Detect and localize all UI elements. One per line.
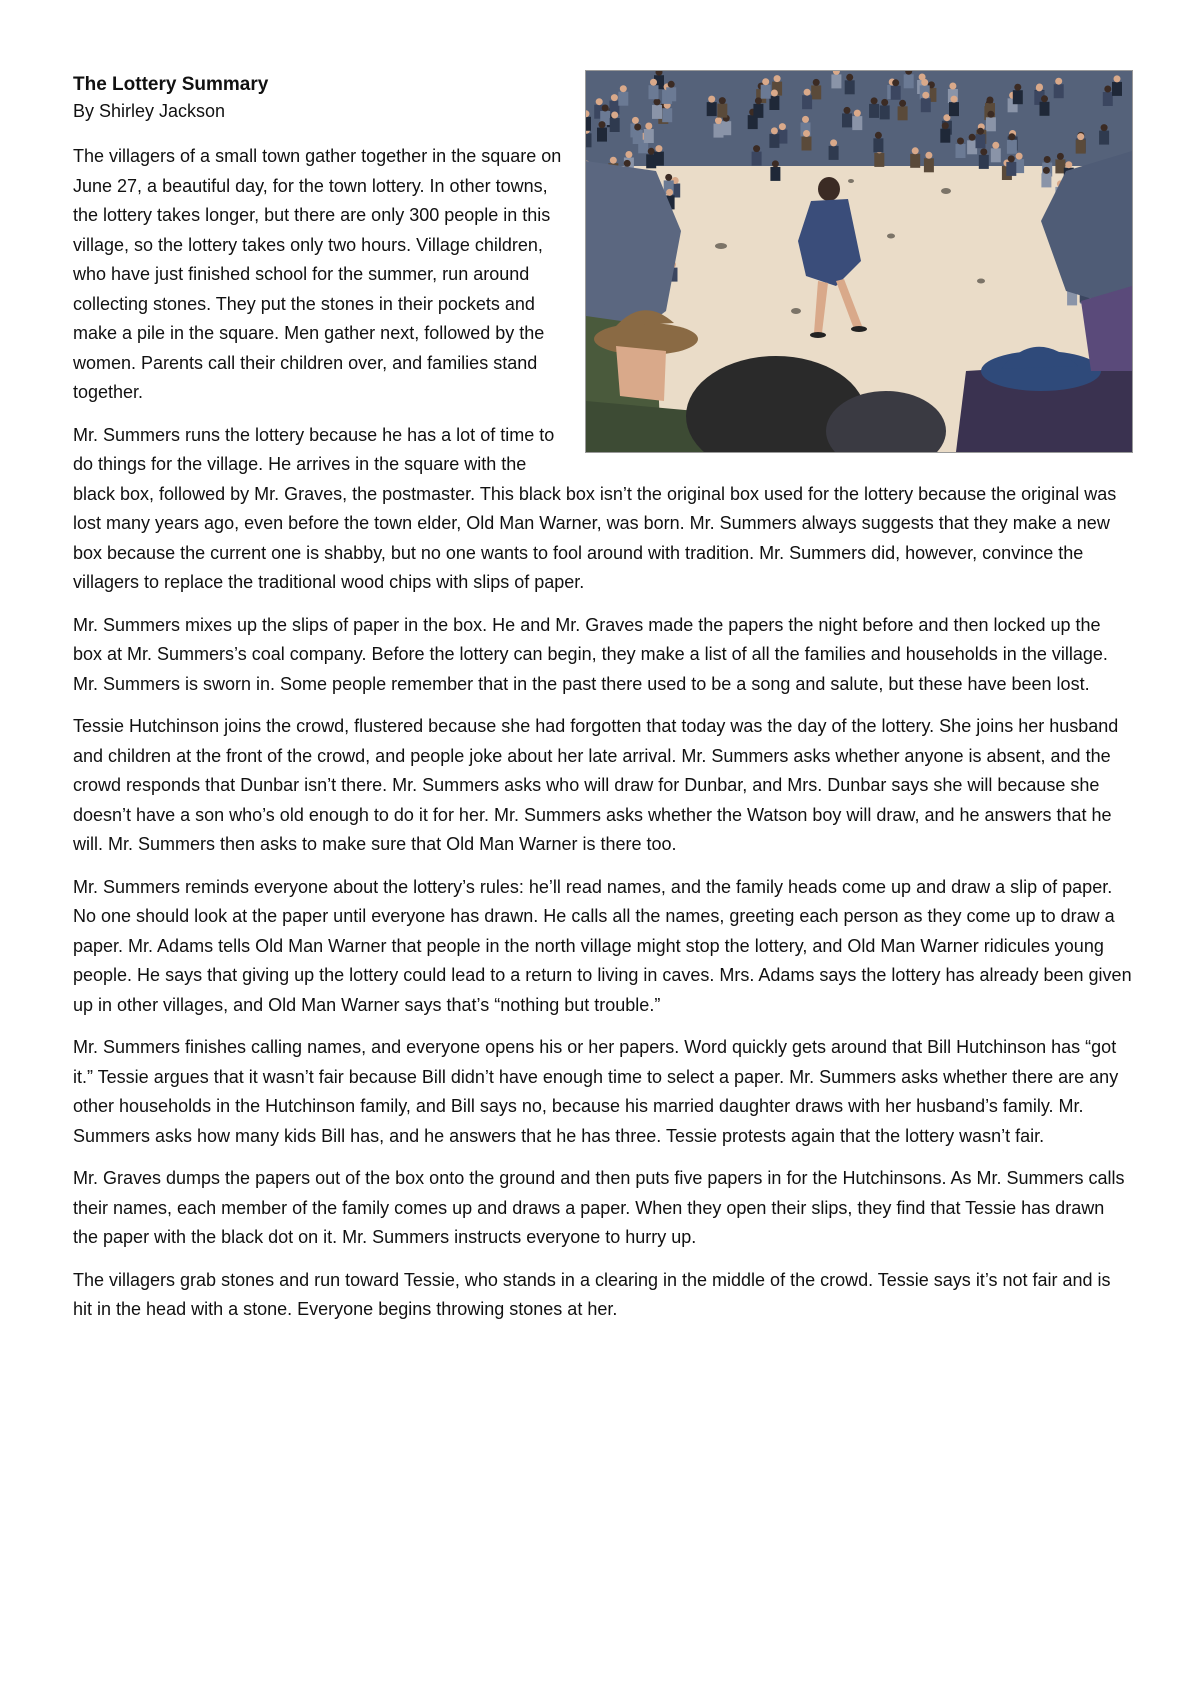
- paragraph-5: Mr. Summers reminds everyone about the lottery’s rules: he’ll read names, and the family heads come up and draw a slip of paper. No one should look at the paper until everyone has drawn. He calls all the names, greeting each person as they come up to draw a paper. Mr. Adams tells Old Man Warner that people in the north village might stop the lottery, and Old Man Warner ridicules young people. He says that giving up the lottery could lead to a return to living in caves. Mrs. Adams says the lottery has already been given up in other villages, and Old Man Warner says that’s “nothing but trouble.”: [73, 876, 1132, 1015]
- crowd-person-body: [979, 155, 989, 169]
- lottery-illustration: [585, 70, 1133, 453]
- crowd-person-body: [1054, 84, 1064, 98]
- crowd-person-head: [650, 79, 657, 86]
- crowd-person-body: [852, 116, 862, 130]
- crowd-person-head: [949, 83, 956, 90]
- crowd-person-head: [719, 97, 726, 104]
- crowd-person-head: [611, 112, 618, 119]
- crowd-person-head: [665, 174, 672, 181]
- crowd-person-head: [1008, 133, 1015, 140]
- crowd-person-body: [654, 152, 664, 166]
- crowd-person-head: [980, 148, 987, 155]
- crowd-person-head: [1041, 95, 1048, 102]
- crowd-person-body: [1112, 82, 1122, 96]
- crowd-person-body: [811, 85, 821, 99]
- crowd-person-body: [721, 121, 731, 135]
- crowd-person-head: [654, 98, 661, 105]
- crowd-person-head: [625, 151, 632, 158]
- crowd-person-body: [802, 137, 812, 151]
- crowd-scene-image: [586, 71, 1132, 452]
- crowd-person-body: [769, 134, 779, 148]
- crowd-person-body: [802, 95, 812, 109]
- crowd-person-body: [752, 152, 762, 166]
- crowd-person-body: [874, 153, 884, 167]
- crowd-person-head: [925, 152, 932, 159]
- crowd-person-body: [1103, 92, 1113, 106]
- crowd-person-head: [1057, 153, 1064, 160]
- crowd-person-body: [986, 117, 996, 131]
- crowd-person-head: [715, 117, 722, 124]
- crowd-person-body: [1013, 90, 1023, 104]
- crowd-person-head: [875, 132, 882, 139]
- crowd-person-head: [1014, 84, 1021, 91]
- crowd-person-body: [898, 106, 908, 120]
- crowd-person-body: [610, 118, 620, 132]
- crowd-person-body: [761, 85, 771, 99]
- crowd-person-body: [769, 96, 779, 110]
- paragraph-7: Mr. Graves dumps the papers out of the box onto the ground and then puts five papers in for the Hutchinsons. As Mr. Summers calls their names, each member of the family comes up and draws a paper. When they open their slips, they find that Tessie has drawn the paper with the black dot on it. Mr. Summers instructs everyone to hurry up.: [73, 1168, 1125, 1247]
- document-page: [73, 72, 1133, 1338]
- crowd-person-body: [649, 85, 659, 99]
- crowd-person-head: [655, 145, 662, 152]
- crowd-person-head: [779, 123, 786, 130]
- paragraph-1: The villagers of a small town gather together in the square on June 27, a beautiful day, for the town lottery. In other towns, the lottery takes longer, but there are only 300 people in this village, so the lottery takes only two hours. Village children, who have just finished school for the summer, run around collecting stones. They put the stones in their pockets and make a pile in the square. Men gather next, followed by the women. Parents call their children over, and families stand together.: [73, 146, 562, 402]
- crowd-person-head: [951, 96, 958, 103]
- crowd-person-head: [666, 189, 673, 196]
- crowd-person-head: [942, 122, 949, 129]
- crowd-person-head: [708, 96, 715, 103]
- crowd-person-head: [987, 111, 994, 118]
- crowd-person-head: [977, 128, 984, 135]
- crowd-person-body: [770, 167, 780, 181]
- crowd-person-head: [599, 121, 606, 128]
- document-author: By Shirley Jackson: [73, 101, 226, 121]
- crowd-person-head: [846, 74, 853, 81]
- crowd-person-body: [869, 104, 879, 118]
- crowd-person-head: [668, 81, 675, 88]
- crowd-person-head: [771, 127, 778, 134]
- crowd-person-head: [803, 130, 810, 137]
- crowd-person-body: [949, 102, 959, 116]
- crowd-person-body: [1007, 140, 1017, 154]
- crowd-person-body: [633, 130, 643, 144]
- crowd-person-head: [648, 148, 655, 155]
- paragraph-8: The villagers grab stones and run toward Tessie, who stands in a clearing in the middle of the crowd. Tessie says it’s not fair and is hit in the head with a stone. Everyone begins throwing stones at her.: [73, 1269, 1111, 1319]
- crowd-person-head: [813, 79, 820, 86]
- crowd-person-body: [910, 154, 920, 168]
- crowd-person-body: [1041, 173, 1051, 187]
- crowd-person-head: [892, 79, 899, 86]
- crowd-person-body: [829, 146, 839, 160]
- crowd-person-body: [662, 108, 672, 122]
- crowd-person-head: [922, 92, 929, 99]
- crowd-person-body: [644, 129, 654, 143]
- crowd-person-head: [645, 123, 652, 130]
- crowd-person-head: [921, 79, 928, 86]
- crowd-person-head: [753, 145, 760, 152]
- crowd-person-head: [772, 160, 779, 167]
- crowd-person-body: [921, 98, 931, 112]
- crowd-person-head: [1104, 86, 1111, 93]
- crowd-person-body: [652, 105, 662, 119]
- crowd-person-head: [610, 157, 617, 164]
- crowd-person-head: [1008, 155, 1015, 162]
- crowd-person-head: [620, 85, 627, 92]
- crowd-person-head: [854, 110, 861, 117]
- crowd-person-body: [1099, 131, 1109, 145]
- crowd-person-head: [969, 134, 976, 141]
- crowd-person-body: [976, 134, 986, 148]
- crowd-person-body: [873, 138, 883, 152]
- crowd-person-head: [1044, 156, 1051, 163]
- paragraph-4: Tessie Hutchinson joins the crowd, flustered because she had forgotten that today was the day of the lottery. She joins her husband and children at the front of the crowd, and people joke about her late arrival. Mr. Summers asks whether anyone is absent, and the crowd responds that Dunbar isn’t there. Mr. Summers asks who will draw for Dunbar, and Mrs. Dunbar says she will because she doesn’t have a son who’s old enough to do it for her. Mr. Summers asks whether the Watson boy will draw, and he answers that he will. Mr. Summers then asks to make sure that Old Man Warner is there too.: [73, 716, 1119, 854]
- paragraph-6: Mr. Summers finishes calling names, and everyone opens his or her papers. Word quickly gets around that Bill Hutchinson has “got it.” Tessie argues that it wasn’t fair because Bill didn’t have enough time to select a paper. Mr. Summers asks whether there are any other households in the Hutchinson family, and Bill says no, because his married daughter draws with her husband’s family. Mr. Summers asks how many kids Bill has, and he answers that he has three. Tessie protests again that the lottery wasn’t fair.: [73, 1037, 1119, 1146]
- crowd-person-body: [1006, 162, 1016, 176]
- crowd-person-body: [597, 128, 607, 142]
- crowd-person-body: [1040, 102, 1050, 116]
- crowd-person-body: [586, 117, 591, 131]
- crowd-person-head: [957, 138, 964, 145]
- crowd-person-body: [753, 104, 763, 118]
- crowd-person-head: [804, 89, 811, 96]
- crowd-person-head: [1036, 84, 1043, 91]
- crowd-person-head: [602, 105, 609, 112]
- crowd-person-body: [666, 87, 676, 101]
- crowd-person-head: [1065, 161, 1072, 168]
- crowd-person-head: [912, 147, 919, 154]
- paragraph-3: Mr. Summers mixes up the slips of paper in the box. He and Mr. Graves made the papers the night before and then locked up the box at Mr. Summers’s coal company. Before the lottery can begin, they make a list of all the families and households in the village. Mr. Summers is sworn in. Some people remember that in the past there used to be a song and salute, but these have been lost.: [73, 614, 1108, 694]
- paragraph-2: Mr. Summers runs the lottery because he has a lot of time to do things for the village. He arrives in the square with the black box, followed by Mr. Graves, the postmaster. This black box isn’t the original box used for the lottery because the original was lost many years ago, even before the town elder, Old Man Warner, was born. Mr. Summers always suggests that they make a new box because the current one is shabby, but no one wants to fool around with tradition. Mr. Summers did, however, convince the villagers to replace the traditional wood chips with slips of paper.: [73, 424, 1117, 592]
- crowd-person-head: [844, 107, 851, 114]
- crowd-person-body: [845, 80, 855, 94]
- crowd-person-head: [762, 78, 769, 85]
- crowd-person-head: [596, 98, 603, 105]
- crowd-person-head: [899, 100, 906, 107]
- crowd-person-head: [1077, 133, 1084, 140]
- crowd-person-head: [1114, 75, 1121, 82]
- crowd-person-head: [830, 139, 837, 146]
- crowd-person-head: [987, 97, 994, 104]
- crowd-person-head: [632, 117, 639, 124]
- crowd-person-head: [771, 90, 778, 97]
- crowd-person-body: [924, 158, 934, 172]
- crowd-person-body: [618, 92, 628, 106]
- crowd-person-head: [871, 97, 878, 104]
- crowd-person-body: [842, 113, 852, 127]
- crowd-person-body: [707, 102, 717, 116]
- crowd-person-head: [611, 94, 618, 101]
- crowd-person-body: [717, 104, 727, 118]
- crowd-person-body: [991, 148, 1001, 162]
- crowd-person-head: [634, 124, 641, 131]
- crowd-person-body: [880, 105, 890, 119]
- crowd-person-body: [940, 129, 950, 143]
- crowd-person-head: [881, 99, 888, 106]
- crowd-person-head: [774, 75, 781, 82]
- crowd-person-head: [1101, 124, 1108, 131]
- crowd-person-head: [624, 160, 631, 167]
- crowd-person-body: [891, 86, 901, 100]
- crowd-person-head: [755, 97, 762, 104]
- crowd-person-head: [992, 142, 999, 149]
- crowd-person-body: [956, 144, 966, 158]
- crowd-person-head: [802, 116, 809, 123]
- crowd-person-body: [586, 133, 592, 147]
- document-title: The Lottery Summary: [73, 74, 269, 95]
- crowd-person-head: [1055, 78, 1062, 85]
- crowd-person-body: [1076, 140, 1086, 154]
- crowd-person-body: [831, 74, 841, 88]
- crowd-person-body: [904, 74, 914, 88]
- crowd-person-head: [1043, 167, 1050, 174]
